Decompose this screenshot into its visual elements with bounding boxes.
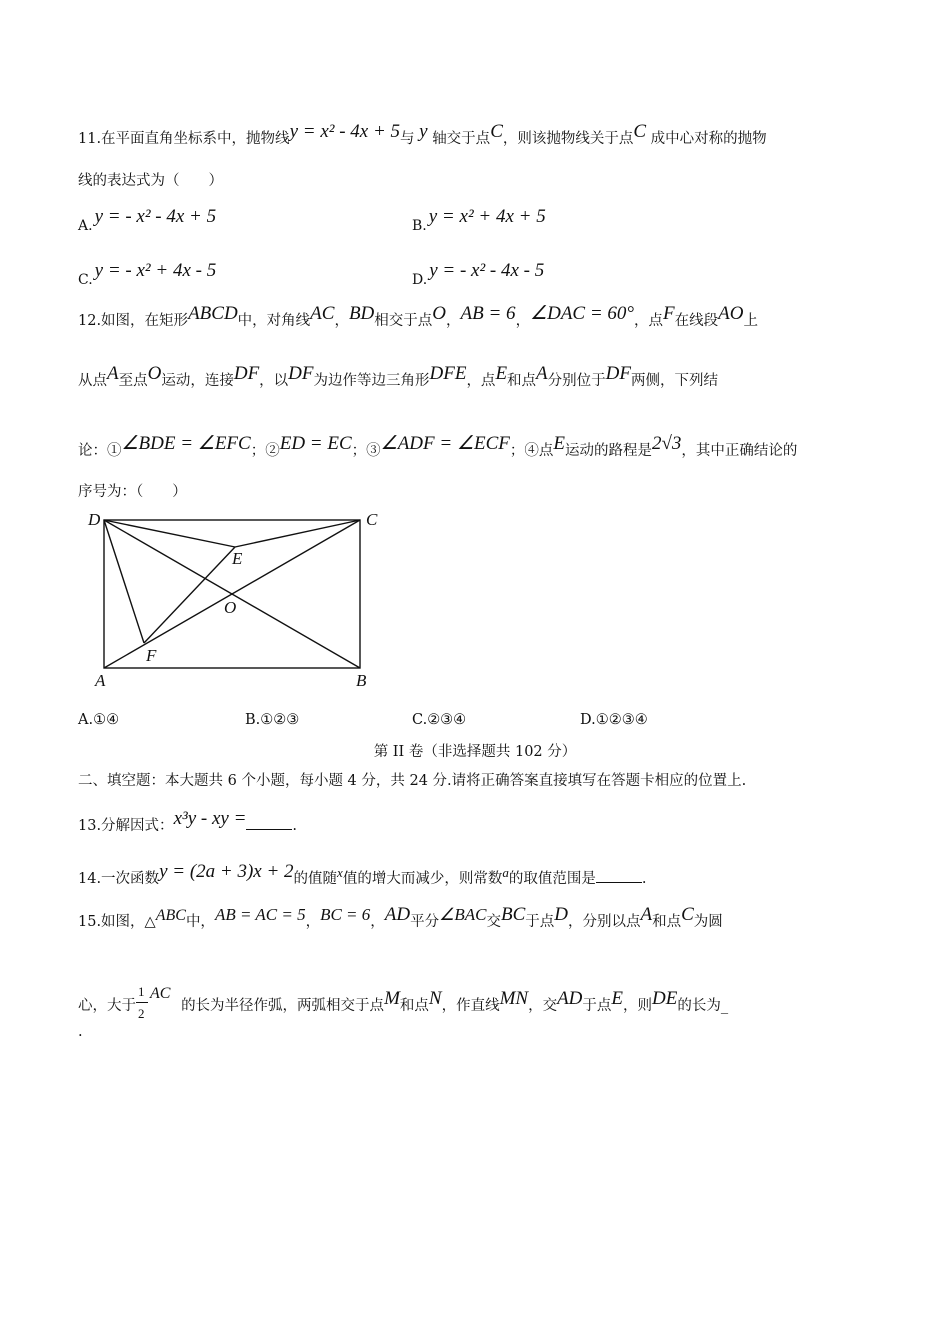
label-e: E [232, 549, 243, 568]
section-title: 第 II 卷（非选择题共 102 分） [373, 744, 577, 760]
q12-figure [80, 505, 400, 695]
q11-option-c[interactable]: C. y = - x² + 4x - 5 [78, 260, 217, 288]
q12-line-4: 序号为：（ ） [78, 484, 187, 500]
label-c: C [366, 510, 378, 529]
q15-line-1: 15.如图，△ABC中，AB = AC = 5，BC = 6，AD平分∠BAC交BC于点D，分别以点A和点C为圆 [78, 904, 723, 930]
segment-df [104, 520, 144, 643]
q12-line-1: 12.如图，在矩形ABCD中，对角线AC，BD相交于点O，AB = 6，∠DAC = 60°，点F在线段AO上 [78, 303, 758, 329]
q11-option-b[interactable]: B. y = x² + 4x + 5 [412, 206, 546, 234]
q15-line-2: 心，大于 $\frac{1}{2}$ AC 的长为半径作弧，两弧相交于点M和点N，作直线MN，交AD于点E，则DE的长为_ [78, 986, 878, 1026]
fraction-one-half: $\frac{1}{2}$ [136, 986, 150, 1026]
q11-line-2: 线的表达式为（ ） [78, 173, 223, 189]
label-f: F [146, 646, 157, 665]
q11-equation: y = x² - 4x + 5 [289, 121, 401, 142]
q15-line-3: . [78, 1024, 83, 1040]
label-a: A [95, 671, 106, 690]
q12-option-d[interactable]: D.①②③④ [580, 712, 648, 728]
q13-answer-blank[interactable] [246, 815, 292, 830]
segment-ef [144, 547, 235, 643]
q12-line-2: 从点A至点O运动，连接DF，以DF为边作等边三角形DFE，点E和点A分别位于DF两侧，下列结 [78, 363, 718, 389]
segment-de [104, 520, 235, 547]
q11-option-d[interactable]: D. y = - x² - 4x - 5 [412, 260, 545, 288]
segment-ec [235, 520, 360, 547]
section-instruction: 二、填空题：本大题共 6 个小题，每小题 4 分，共 24 分.请将正确答案直接填写在答题卡相应的位置上. [78, 773, 747, 789]
q14-line: 14.一次函数y = (2a + 3)x + 2的值随x值的增大而减少，则常数a的取值范围是 . [78, 861, 647, 887]
q12-line-3: 论：①∠BDE = ∠EFC；②ED = EC；③∠ADF = ∠ECF；④点E运动的路程是2√3，其中正确结论的 [78, 433, 798, 459]
label-d: D [88, 510, 101, 529]
q12-option-b[interactable]: B.①②③ [245, 712, 300, 728]
q14-answer-blank[interactable] [596, 868, 642, 883]
label-b: B [356, 671, 367, 690]
q11-line-1: 11.在平面直角坐标系中，抛物线y = x² - 4x + 5与 y 轴交于点C，则该抛物线关于点C 成中心对称的抛物 [78, 121, 767, 147]
q13-line: 13.分解因式：x³y - xy = . [78, 808, 297, 834]
q11-option-a[interactable]: A. y = - x² - 4x + 5 [78, 206, 217, 234]
q12-option-a[interactable]: A.①④ [78, 712, 120, 728]
q12-option-c[interactable]: C.②③④ [412, 712, 467, 728]
label-o: O [224, 598, 237, 617]
